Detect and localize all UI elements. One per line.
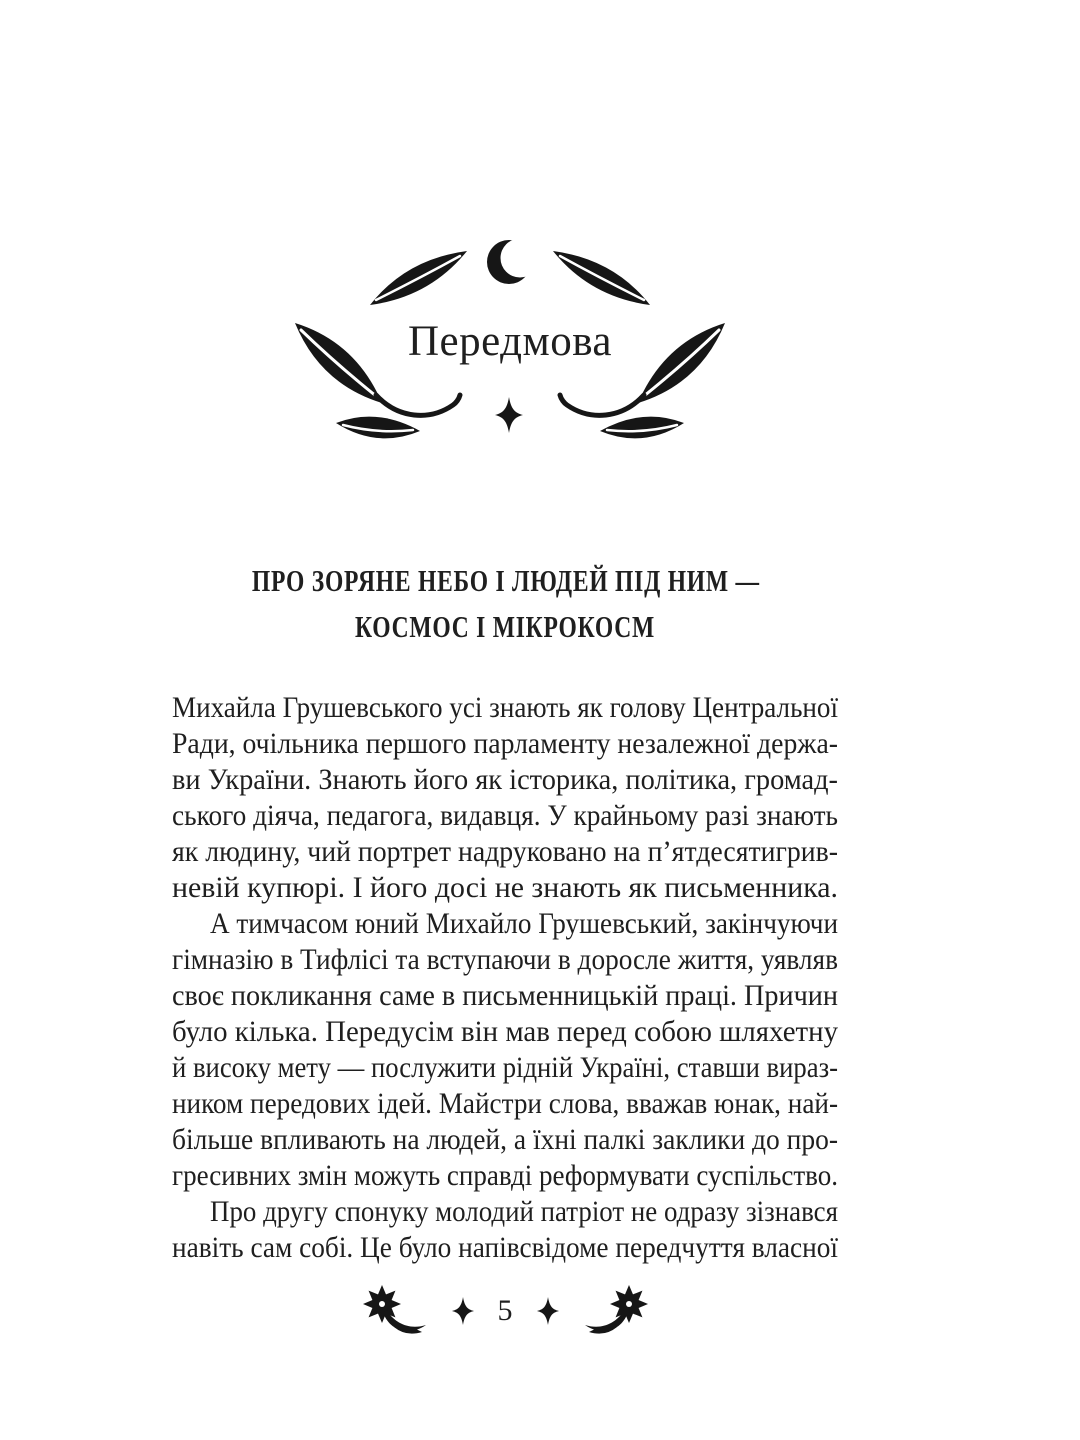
leaf-icon	[370, 251, 467, 305]
section-heading-line: КОСМОС І МІКРОКОСМ	[354, 609, 656, 644]
text-line: А тимчасом юний Михайло Грушевський, закінчуючи	[210, 907, 838, 940]
text-line: невій купюрі. І його досі не знають як письменника.	[172, 871, 838, 904]
leaf-icon	[553, 251, 650, 305]
text-line: більше впливають на людей, а їхні палкі заклики до про-	[172, 1123, 838, 1156]
text-line: й високу мету — послужити рідній Україні, ставши вираз-	[172, 1051, 838, 1084]
text-line: своє покликання саме в письменницькій праці. Причин	[172, 979, 838, 1012]
text-line: як людину, чий портрет надруковано на п’ятдесятигрив-	[172, 835, 838, 868]
text-line: ського діяча, педагога, видавця. У крайньому разі знають	[172, 799, 838, 832]
paragraph	[172, 690, 838, 906]
text-line: Про другу спонуку молодий патріот не одразу зізнався	[210, 1195, 838, 1228]
text-line: Михайла Грушевського усі знають як голову Центральної	[172, 691, 838, 724]
text-line: гімназію в Тифлісі та вступаючи в доросле життя, уявляв	[172, 943, 838, 976]
text-line: було кілька. Передусім він мав перед собою шляхетну	[172, 1015, 838, 1048]
sparkle-star-icon	[495, 397, 523, 433]
crescent-moon-icon	[487, 239, 540, 285]
text-line: гресивних змін можуть справді реформувати суспільство.	[172, 1159, 838, 1192]
text-line: Ради, очільника першого парламенту незалежної держа-	[172, 727, 838, 760]
paragraph	[172, 906, 838, 1194]
section-heading-line: ПРО ЗОРЯНЕ НЕБО І ЛЮДЕЙ ПІД НИМ —	[251, 563, 760, 598]
chapter-ornament	[290, 235, 730, 445]
flower-ornament-icon	[577, 1282, 651, 1340]
page-footer	[172, 1280, 838, 1342]
sparkle-star-icon	[452, 1296, 474, 1326]
page-number: 5	[497, 1294, 513, 1327]
chapter-title: Передмова	[407, 318, 613, 365]
text-line: навіть сам собі. Це було напівсвідоме передчуття власної	[172, 1231, 838, 1264]
text-line: ви України. Знають його як історика, політика, громад-	[172, 763, 838, 796]
flower-ornament-icon	[360, 1282, 434, 1340]
body-text	[172, 690, 838, 1266]
sparkle-star-icon	[537, 1296, 559, 1326]
text-line: ником передових ідей. Майстри слова, вважав юнак, най-	[172, 1087, 838, 1120]
section-heading	[172, 558, 838, 650]
paragraph	[172, 1194, 838, 1266]
